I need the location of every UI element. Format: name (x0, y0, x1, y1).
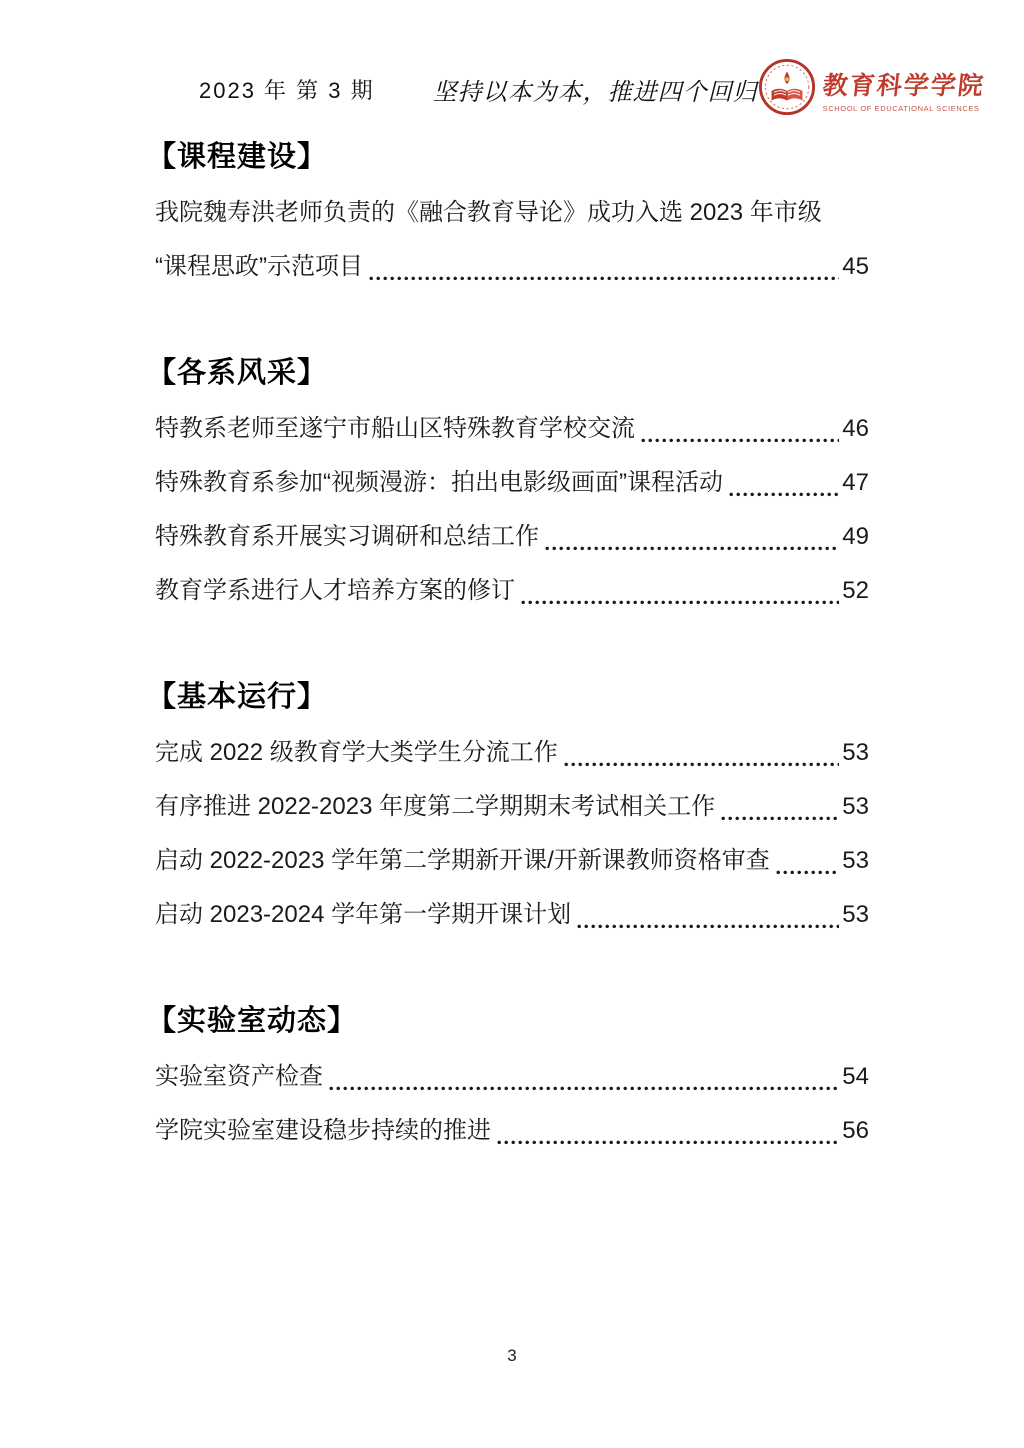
toc-entry (155, 402, 869, 456)
dot-leader (564, 762, 840, 767)
toc-entry (155, 564, 869, 618)
toc-entry-title: 特教系老师至遂宁市船山区特殊教育学校交流 (155, 415, 635, 442)
slogan-text: 坚持以本为本，推进四个回归 (432, 78, 758, 106)
toc-entry-title: 学院实验室建设稳步持续的推进 (155, 1117, 491, 1144)
section-heading: 【实验室动态】 (147, 1005, 358, 1037)
toc-entry-title: 特殊教育系参加“视频漫游：拍出电影级画面”课程活动 (155, 469, 723, 496)
dot-leader (729, 492, 839, 497)
toc-entry-title: 实验室资产检查 (155, 1063, 323, 1090)
toc-entry-title-line1: 我院魏寿洪老师负责的《融合教育导论》成功入选 2023 年市级 (155, 199, 822, 226)
toc-page-number: 47 (842, 469, 869, 496)
toc-entry (155, 240, 869, 294)
toc-entry-title: “课程思政”示范项目 (155, 253, 363, 280)
dot-leader (369, 276, 839, 281)
toc-page-number: 53 (842, 901, 869, 928)
toc-entry-title: 特殊教育系开展实习调研和总结工作 (155, 523, 539, 550)
toc-entry (155, 888, 869, 942)
toc-page-number: 56 (842, 1117, 869, 1144)
toc-page-number: 45 (842, 253, 869, 280)
toc-page-number: 52 (842, 577, 869, 604)
school-logo (758, 58, 985, 121)
toc-entry-title: 有序推进 2022-2023 年度第二学期期末考试相关工作 (155, 793, 716, 820)
dot-leader (776, 870, 840, 875)
toc-section-course-building (147, 136, 869, 294)
school-name-cn: 教育科学学院 (820, 72, 986, 100)
toc-entry (155, 456, 869, 510)
toc-entry (155, 726, 869, 780)
section-heading: 【各系风采】 (147, 357, 328, 389)
toc-entry (155, 1050, 869, 1104)
toc-entry (155, 1104, 869, 1158)
toc-section-lab-updates (147, 1000, 869, 1158)
toc-entry (155, 510, 869, 564)
toc-page-number: 53 (842, 793, 869, 820)
school-emblem-icon (758, 58, 816, 121)
school-name-en: SCHOOL OF EDUCATIONAL SCIENCES (822, 103, 980, 113)
page-content (147, 0, 986, 1158)
school-logo-text (820, 66, 986, 113)
toc-section-department-highlights (147, 352, 869, 618)
dot-leader (329, 1086, 839, 1091)
toc-page-number: 53 (842, 847, 869, 874)
section-heading: 【课程建设】 (147, 141, 328, 173)
dot-leader (545, 546, 839, 551)
page-header (155, 58, 986, 120)
toc-entry-title: 完成 2022 级教育学大类学生分流工作 (155, 739, 558, 766)
dot-leader (521, 600, 839, 605)
toc-entry-title: 启动 2023-2024 学年第一学期开课计划 (155, 901, 572, 928)
toc-page-number: 54 (842, 1063, 869, 1090)
toc-entry-wrap (155, 186, 869, 294)
toc-page-number: 53 (842, 739, 869, 766)
toc-page-number: 49 (842, 523, 869, 550)
dot-leader (497, 1140, 839, 1145)
toc-page-number: 46 (842, 415, 869, 442)
toc-section-basic-operations (147, 676, 869, 942)
toc-entry-title: 教育学系进行人才培养方案的修订 (155, 577, 515, 604)
toc-entry (155, 834, 869, 888)
footer-page-number: 3 (507, 1346, 517, 1365)
issue-label: 2023 年 第 3 期 (199, 77, 375, 103)
section-heading: 【基本运行】 (147, 681, 328, 713)
toc-entry (155, 780, 869, 834)
dot-leader (641, 438, 839, 443)
toc-entry-title: 启动 2022-2023 学年第二学期新开课/开新课教师资格审查 (155, 847, 770, 874)
dot-leader (721, 816, 839, 821)
dot-leader (577, 924, 839, 929)
